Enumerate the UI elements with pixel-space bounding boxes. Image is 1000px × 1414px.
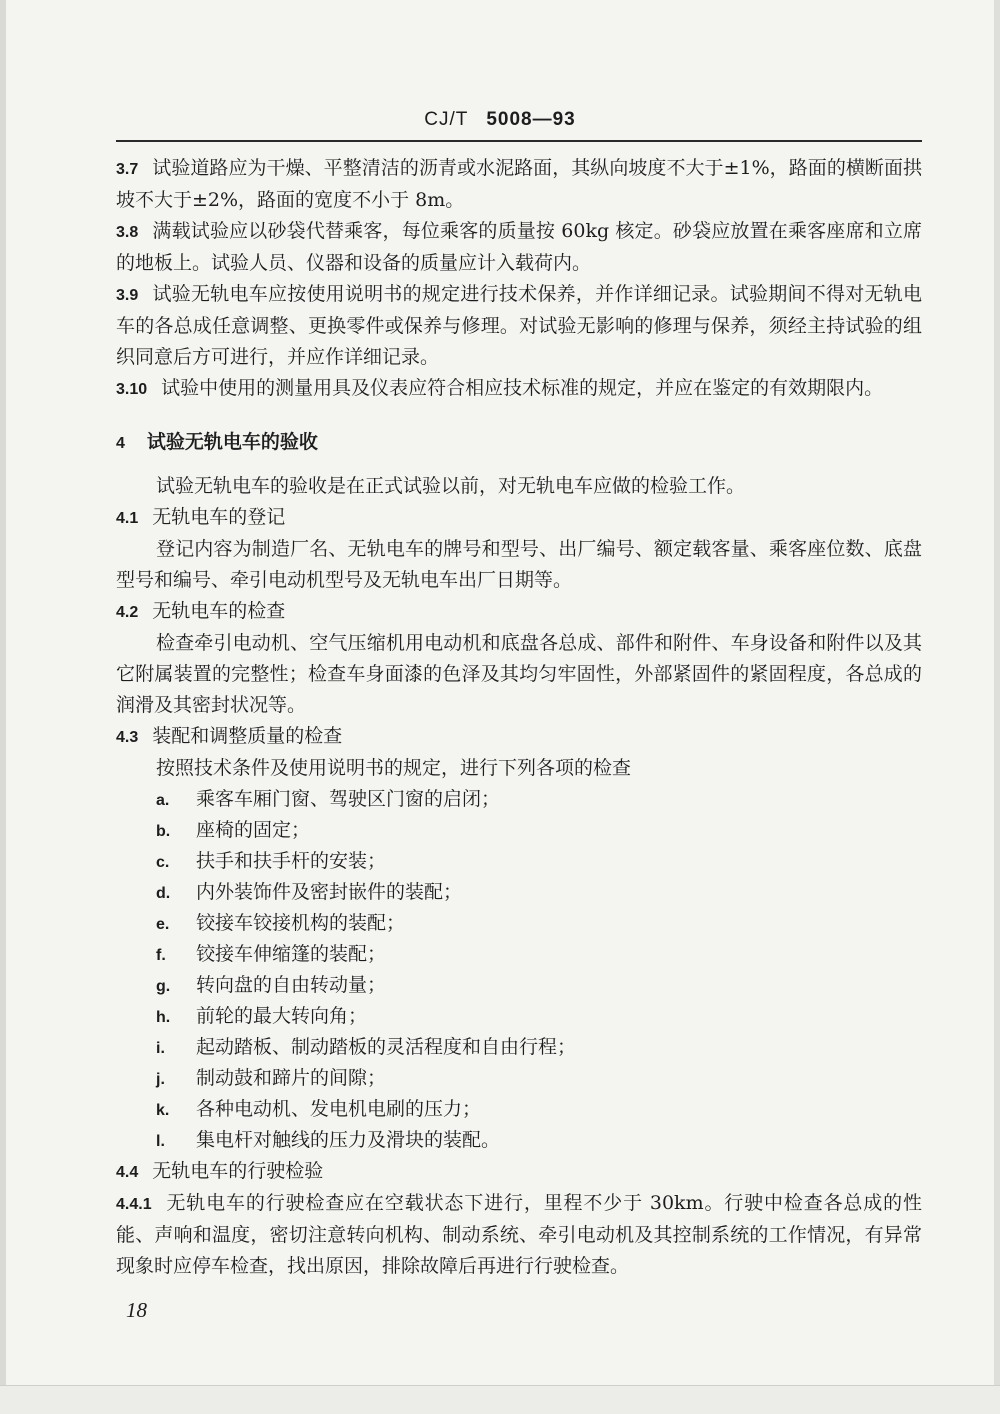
standard-number: 5008—93: [486, 109, 576, 130]
scan-edge-left: [0, 0, 6, 1413]
clause-3-10: 3.10 试验中使用的测量用具及仪表应符合相应技术标准的规定，并应在鉴定的有效期限内。: [116, 377, 884, 399]
clause-3-9: 3.9 试验无轨电车应按使用说明书的规定进行技术保养，并作详细记录。试验期间不得对无轨电车的各总成任意调整、更换零件或保养与修理。对试验无影响的修理与保养，须经主持试验的组织同意后方可进行，并应作详细记录。: [116, 283, 922, 368]
clause-4-1-heading: 4.1 无轨电车的登记: [116, 506, 286, 528]
list-item: l. 集电杆对触线的压力及滑块的装配。: [156, 1129, 501, 1151]
header-rule: [116, 140, 922, 142]
chapter-4-heading: 4 试验无轨电车的验收: [116, 431, 318, 453]
list-item: e. 铰接车铰接机构的装配；: [156, 912, 406, 934]
list-item: h. 前轮的最大转向角；: [156, 1005, 368, 1027]
list-item: d. 内外装饰件及密封嵌件的装配；: [156, 881, 463, 903]
clause-3-7: 3.7 试验道路应为干燥、平整清洁的沥青或水泥路面，其纵向坡度不大于±1%，路面的横断面拱坡不大于±2%，路面的宽度不小于 8m。: [116, 157, 922, 211]
page-header: [0, 108, 1000, 131]
chapter-4-intro: 试验无轨电车的验收是在正式试验以前，对无轨电车应做的检验工作。: [156, 475, 746, 497]
list-item: f. 铰接车伸缩篷的装配；: [156, 943, 387, 965]
page-number: 18: [126, 1298, 147, 1322]
standard-code: CJ/T: [424, 109, 469, 130]
list-item: i. 起动踏板、制动踏板的灵活程度和自由行程；: [156, 1036, 577, 1058]
page-body: [116, 153, 922, 1282]
clause-4-3-heading: 4.3 装配和调整质量的检查: [116, 725, 343, 747]
scan-edge-right: [994, 0, 1000, 1413]
clause-4-1-text: 登记内容为制造厂名、无轨电车的牌号和型号、出厂编号、额定载客量、乘客座位数、底盘型号和编号、牵引电动机型号及无轨电车出厂日期等。: [116, 538, 922, 591]
clause-4-4-heading: 4.4 无轨电车的行驶检验: [116, 1160, 324, 1182]
clause-4-2-text: 检查牵引电动机、空气压缩机用电动机和底盘各总成、部件和附件、车身设备和附件以及其它附属装置的完整性；检查车身面漆的色泽及其均匀牢固性，外部紧固件的紧固程度，各总成的润滑及其密封状况等。: [116, 632, 922, 716]
clause-3-8: 3.8 满载试验应以砂袋代替乘客，每位乘客的质量按 60kg 核定。砂袋应放置在乘客座席和立席的地板上。试验人员、仪器和设备的质量应计入载荷内。: [116, 220, 922, 274]
clause-4-2-heading: 4.2 无轨电车的检查: [116, 600, 286, 622]
list-item: a. 乘客车厢门窗、驾驶区门窗的启闭；: [156, 788, 501, 810]
clause-4-3-intro: 按照技术条件及使用说明书的规定，进行下列各项的检查: [156, 757, 632, 779]
list-item: k. 各种电动机、发电机电刷的压力；: [156, 1098, 482, 1120]
list-item: g. 转向盘的自由转动量；: [156, 974, 387, 996]
list-item: j. 制动鼓和蹄片的间隙；: [156, 1067, 387, 1089]
clause-4-4-1: 4.4.1 无轨电车的行驶检查应在空载状态下进行，里程不少于 30km。行驶中检查各总成的性能、声响和温度，密切注意转向机构、制动系统、牵引电动机及其控制系统的工作情况，有异常现象时应停车检查，找出原因，排除故障后再进行行驶检查。: [116, 1192, 922, 1277]
list-item: b. 座椅的固定；: [156, 819, 311, 841]
scan-edge-bottom: [0, 1385, 1000, 1414]
list-item: c. 扶手和扶手杆的安装；: [156, 850, 387, 872]
